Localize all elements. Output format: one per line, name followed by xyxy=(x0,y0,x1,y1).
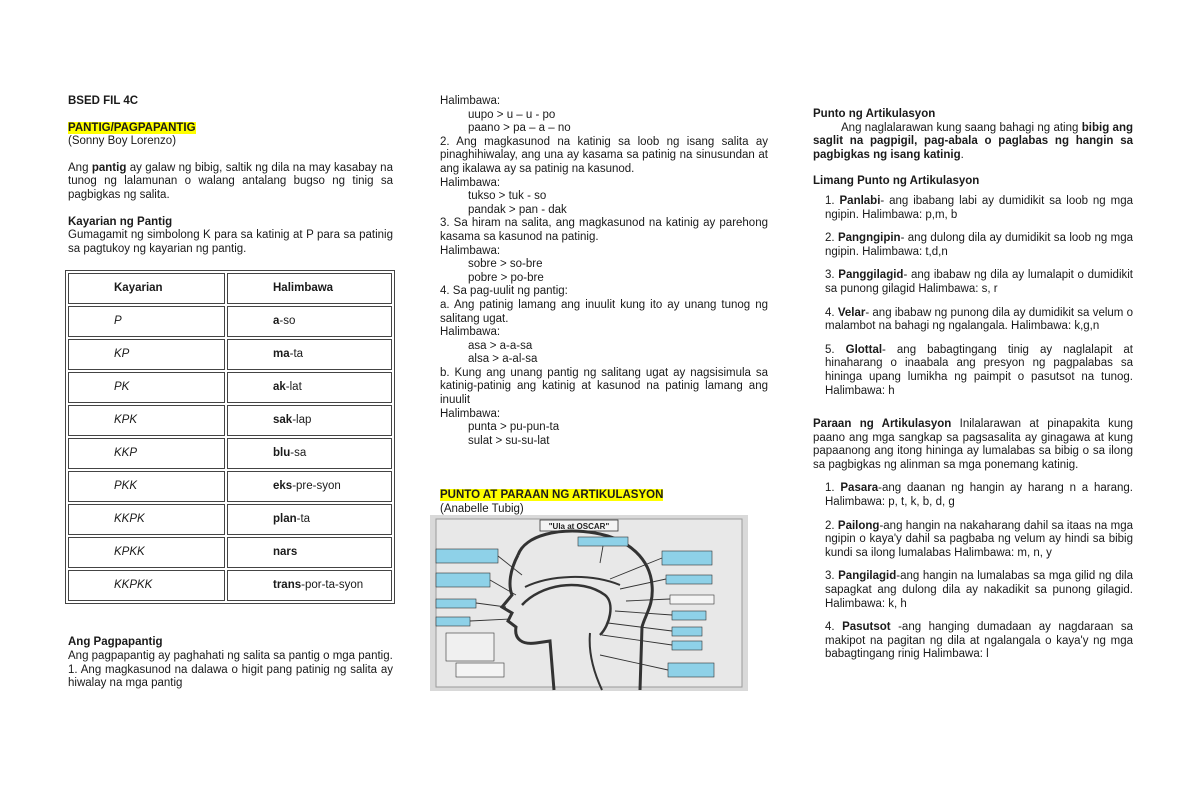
label-box xyxy=(436,617,470,626)
table-cell: KKPKK xyxy=(68,570,225,601)
rule-2: 2. Ang magkasunod na katinig sa loob ng isang salita ay pinaghihiwalay, ang una ay kasama sa patinig na sinusundan at ang ikalawa ay sa patinig na kasunod. xyxy=(440,135,768,175)
paraan-paragraph: Paraan ng Artikulasyon Inilalarawan at pinapakita kung paano ang mga sangkap sa pagsasalita ay ginagawa at kung papaanong ang itong hininga ay lumalabas sa bibig o sa ilong sa pagbigkas ng alinman sa mga ponemang katinig. xyxy=(813,418,1134,471)
table-cell: plan-ta xyxy=(227,504,392,535)
example: alsa > a-al-sa xyxy=(468,353,538,366)
table-row xyxy=(68,471,392,502)
paraan-item-4: 4. Pasutsot -ang hanging dumadaan ay nagdaraan sa makipot na pagitan ng dila at ngalangala o kaya'y ng mga babagtingang rinig Halimbawa: l xyxy=(825,621,1133,661)
artikulasyon-title: PUNTO AT PARAAN NG ARTIKULASYON xyxy=(440,489,664,502)
table-cell: KKPK xyxy=(68,504,225,535)
middle-column xyxy=(440,95,768,517)
example: tukso > tuk - so xyxy=(468,190,547,203)
kayarian-table xyxy=(65,270,395,604)
label-box xyxy=(666,575,712,584)
author: (Sonny Boy Lorenzo) xyxy=(68,135,177,148)
right-column xyxy=(813,108,1133,662)
table-cell: KPK xyxy=(68,405,225,436)
table-cell: blu-sa xyxy=(227,438,392,469)
section-title: PANTIG/PAGPAPANTIG xyxy=(68,121,196,134)
punto-item-2: 2. Pangngipin- ang dulong dila ay dumidikit sa loob ng mga ngipin. Halimbawa: t,d,n xyxy=(825,232,1133,258)
label-box xyxy=(578,537,628,546)
table-cell: a-so xyxy=(227,306,392,337)
table-row xyxy=(68,570,392,601)
table-cell: eks-pre-syon xyxy=(227,471,392,502)
example: uupo > u – u - po xyxy=(468,108,556,121)
paraan-item-2: 2. Pailong-ang hangin na nakaharang dahil sa itaas na mga ngipin o kaya'y dahil sa pagbaba ng velum ay hindi sa bibig kundi sa ilong lumalabas Halimbawa: m, n, y xyxy=(825,519,1133,559)
table-cell: P xyxy=(68,306,225,337)
intro-paragraph: Ang pantig ay galaw ng bibig, saltik ng dila na may kasabay na tunog ng lalamunan o walang antalang bugso ng tinig sa pagbigkas ng salita. xyxy=(68,161,393,201)
kayarian-heading: Kayarian ng Pantig xyxy=(68,215,173,228)
table-header-row xyxy=(68,273,392,304)
legend-box xyxy=(446,633,494,661)
punto-item-1: 1. Panlabi- ang ibabang labi ay dumidikit sa loob ng mga ngipin. Halimbawa: p,m, b xyxy=(825,194,1133,221)
table-header: Halimbawa xyxy=(227,273,392,304)
rule-4a: a. Ang patinig lamang ang inuulit kung ito ay unang tunog ng salitang ugat. xyxy=(440,298,768,325)
table-cell: ak-lat xyxy=(227,372,392,403)
kayarian-text: Gumagamit ng simbolong K para sa katinig at P para sa patinig sa pagtukoy ng kayarian ng pantig. xyxy=(68,229,393,255)
rule-1: 1. Ang magkasunod na dalawa o higit pang patinig ng salita ay hiwalay na mga pantig xyxy=(68,663,393,690)
table-row xyxy=(68,537,392,568)
table-cell: PK xyxy=(68,372,225,403)
course-label: BSED FIL 4C xyxy=(68,95,139,107)
punto-heading: Punto ng Artikulasyon xyxy=(813,108,936,120)
halimbawa-label: Halimbawa: xyxy=(440,244,501,257)
vocal-tract-diagram xyxy=(430,515,748,691)
label-box xyxy=(668,663,714,677)
table-row xyxy=(68,405,392,436)
label-box xyxy=(670,595,714,604)
label-box xyxy=(456,663,504,677)
halimbawa-label: Halimbawa: xyxy=(440,176,501,189)
table-row xyxy=(68,372,392,403)
table-cell: KPKK xyxy=(68,537,225,568)
paraan-item-1: 1. Pasara-ang daanan ng hangin ay harang n a harang. Halimbawa: p, t, k, b, d, g xyxy=(825,482,1133,509)
limang-heading: Limang Punto ng Artikulasyon xyxy=(813,175,980,188)
label-box xyxy=(672,627,702,636)
left-column xyxy=(68,95,393,691)
punto-item-3: 3. Panggilagid- ang ibabaw ng dila ay lumalapit o dumidikit sa punong gilagid Halimbawa: s, r xyxy=(825,269,1133,295)
halimbawa-label: Halimbawa: xyxy=(440,326,501,339)
example: punta > pu-pun-ta xyxy=(468,421,560,434)
table-row xyxy=(68,504,392,535)
table-cell: nars xyxy=(227,537,392,568)
table-header: Kayarian xyxy=(68,273,225,304)
label-box xyxy=(436,573,490,587)
punto-text: Ang naglalarawan kung saang bahagi ng ating bibig ang saglit na pagpigil, pag-abala o paglabas ng hangin sa pagbigkas ng isang katinig. xyxy=(813,121,1133,161)
rule-3: 3. Sa hiram na salita, ang magkasunod na katinig ay parehong kasama sa kasunod na patinig. xyxy=(440,217,768,243)
table-cell: PKK xyxy=(68,471,225,502)
halimbawa-label: Halimbawa: xyxy=(440,95,501,107)
diagram-svg xyxy=(430,515,748,691)
example: sobre > so-bre xyxy=(468,258,543,271)
table-row xyxy=(68,306,392,337)
pagpapantig-heading: Ang Pagpapantig xyxy=(68,636,163,649)
rule-4b: b. Kung ang unang pantig ng salitang ugat ay nagsisimula sa katinig-patinig ang katinig at kasunod na patinig lamang ang inuulit xyxy=(440,366,768,407)
table-row xyxy=(68,438,392,469)
table-cell: trans-por-ta-syon xyxy=(227,570,392,601)
pagpapantig-text: Ang pagpapantig ay paghahati ng salita sa pantig o mga pantig. xyxy=(68,649,393,662)
example: sulat > su-su-lat xyxy=(468,434,550,447)
label-box xyxy=(436,599,476,608)
punto-item-4: 4. Velar- ang ibabaw ng punong dila ay dumidikit sa velum o malambot na bahagi ng ngalangala. Halimbawa: k,g,n xyxy=(825,306,1134,333)
paraan-item-3: 3. Pangilagid-ang hangin na lumalabas sa mga gilid ng dila sapagkat ang dulong dila ay nakadikit sa punong gilagid. Halimbawa: k, h xyxy=(825,570,1133,610)
example: asa > a-a-sa xyxy=(468,339,533,352)
diagram-title: "Ula at OSCAR" xyxy=(548,522,610,531)
label-box xyxy=(436,549,498,563)
table-cell: ma-ta xyxy=(227,339,392,370)
table-cell: KKP xyxy=(68,438,225,469)
rule-4: 4. Sa pag-uulit ng pantig: xyxy=(440,285,568,298)
example: pandak > pan - dak xyxy=(468,203,567,216)
table-cell: sak-lap xyxy=(227,405,392,436)
halimbawa-label: Halimbawa: xyxy=(440,407,501,420)
table-row xyxy=(68,339,392,370)
example: paano > pa – a – no xyxy=(468,122,571,135)
label-box xyxy=(672,611,706,620)
example: pobre > po-bre xyxy=(468,271,544,284)
label-box xyxy=(662,551,712,565)
label-box xyxy=(672,641,702,650)
table-cell: KP xyxy=(68,339,225,370)
artikulasyon-author: (Anabelle Tubig) xyxy=(440,503,524,516)
punto-item-5: 5. Glottal- ang babagtingang tinig ay naglalapit at hinaharang o inaabala ang presyon ng pagpalabas sa hininga upang lumikha ng paimpit o pasutsot na tunog. Halimbawa: h xyxy=(825,343,1133,397)
